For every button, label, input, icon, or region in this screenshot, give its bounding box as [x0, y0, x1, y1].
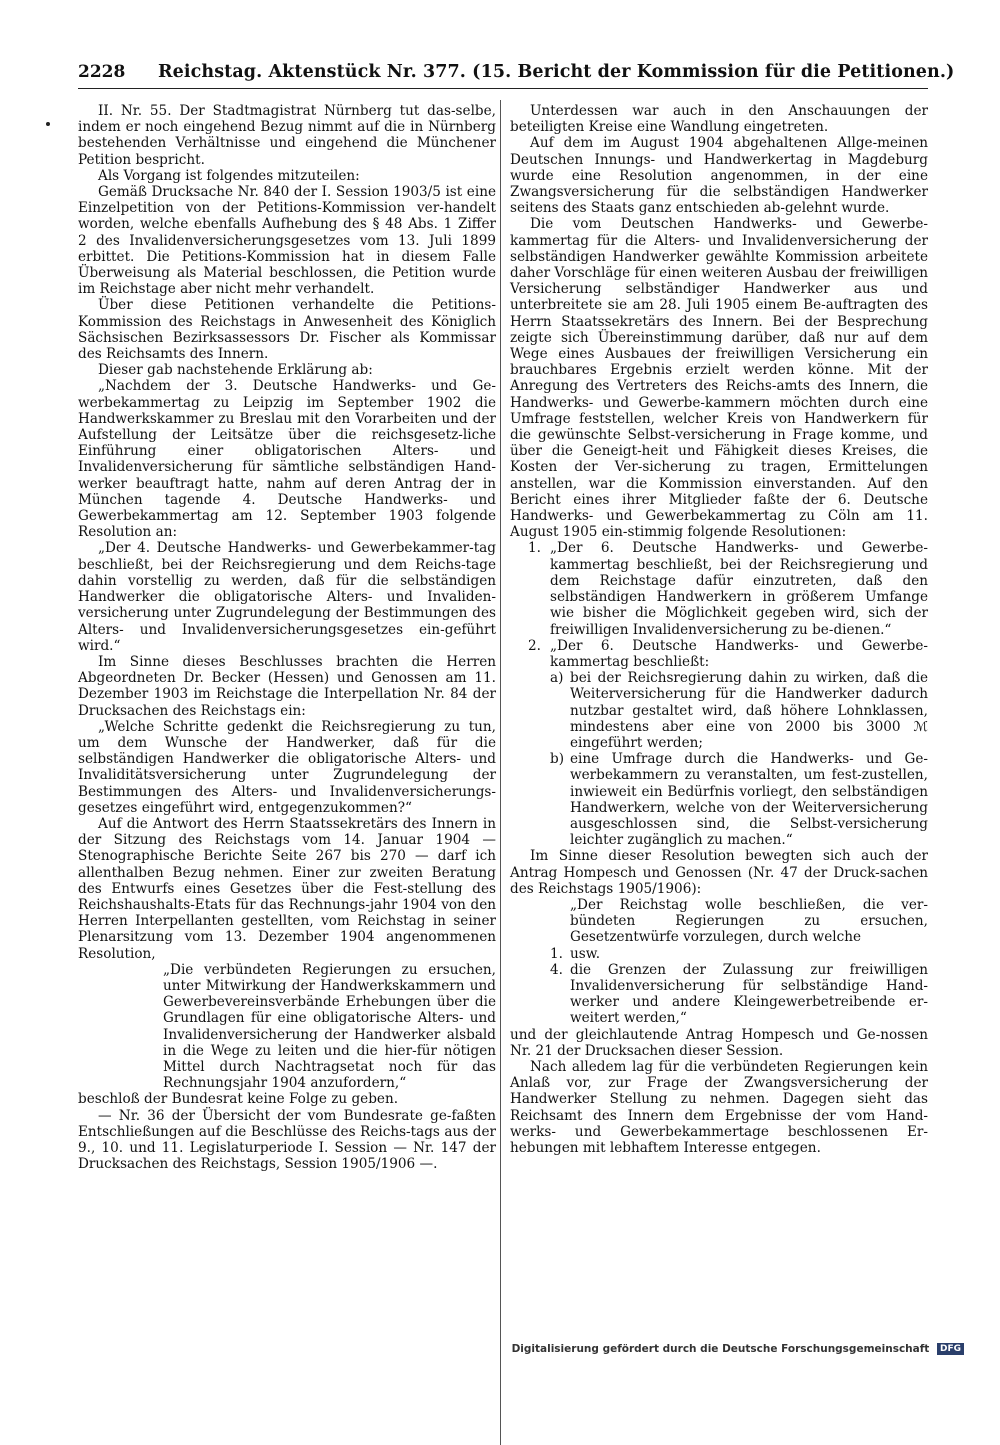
paragraph: Auf die Antwort des Herrn Staatssekretärs des Innern in der Sitzung des Reichstags vom 14. Januar 1904 — Stenographische Berichte Seite 267 bis 270 — darf ich allenthalben Bezug nehmen. Einer zur zweiten Beratung des Entwurfs eines Gesetzes über die Fest-stellung des Reichshaushalts-Etats für das Rechnungs-jahr 1904 von den Herren Interpellanten gestellten, vom Reichstag in seiner Plenarsitzung vom 13. Dezember 1904 angenommenen Resolution,	[78, 815, 496, 962]
list-number: 2.	[528, 637, 541, 654]
column-divider	[500, 100, 501, 1445]
left-column	[78, 103, 496, 1172]
paragraph: Im Sinne dieser Resolution bewegten sich auch der Antrag Hompesch und Genossen (Nr. 47 der Druck-sachen des Reichstags 1905/1906):	[510, 848, 928, 897]
quote-list-item	[510, 962, 928, 1027]
paragraph: — Nr. 36 der Übersicht der vom Bundesrate ge-faßten Entschließungen auf die Beschlüsse des Reichs-tags aus der 9., 10. und 11. Legislaturperiode I. Session — Nr. 147 der Drucksachen des Reichstags, Session 1905/1906 —.	[78, 1107, 496, 1173]
paragraph: Im Sinne dieses Beschlusses brachten die Herren Abgeordneten Dr. Becker (Hessen) und Genossen am 11. Dezember 1903 im Reichstage die Interpellation Nr. 84 der Drucksachen des Reichstags ein:	[78, 653, 496, 719]
paragraph: Auf dem im August 1904 abgehaltenen Allge-meinen Deutschen Innungs- und Handwerkertag in Magdeburg wurde eine Resolution angenommen, in der eine Zwangsversicherung für die selbständigen Handwerker seitens des Staats ganz entschieden ab-gelehnt wurde.	[510, 135, 928, 217]
paragraph: „Der 4. Deutsche Handwerks- und Gewerbekammer-tag beschließt, bei der Reichsregierung und dem Reichs-tage dahin vorstellig zu werden, daß für die selbständigen Handwerker die obligatorische Alters- und Invaliden-versicherung unter Zugrundelegung der Bestimmungen des Alters- und Invalidenversicherungsgesetzes ein-geführt wird.“	[78, 540, 496, 654]
list-item	[510, 638, 928, 670]
sub-list-letter: a)	[550, 670, 564, 687]
paragraph: Gemäß Drucksache Nr. 840 der I. Session 1903/5 ist eine Einzelpetition von der Petitions-Kommission ver-handelt worden, welche ebenfalls Aufhebung des § 48 Abs. 1 Ziffer 2 des Invalidenversicherungsgesetzes vom 13. Juli 1899 erbittet. Die Petitions-Kommission hat in diesem Falle Überweisung als Material beschlossen, die Petition wurde im Reichstage aber nicht mehr verhandelt.	[78, 184, 496, 298]
paragraph: und der gleichlautende Antrag Hompesch und Ge-nossen Nr. 21 der Drucksachen dieser Session.	[510, 1026, 928, 1059]
list-text: „Der 6. Deutsche Handwerks- und Gewerbe-kammertag beschließt, bei der Reichsregierung und dem Reichstage dafür einzutreten, daß den selbständigen Handwerkern in größerem Umfange wie bisher die Möglichkeit gegeben wird, sich der freiwilligen Invalidenversicherung zu be-dienen.“	[550, 540, 928, 638]
paragraph: beschloß der Bundesrat keine Folge zu geben.	[78, 1091, 399, 1108]
sub-list-item	[510, 670, 928, 751]
right-column	[510, 103, 928, 1156]
page-number: 2228	[78, 62, 126, 82]
margin-mark	[46, 122, 50, 126]
list-number: 1.	[528, 540, 541, 557]
quote-list-text: usw.	[570, 945, 601, 962]
paragraph: „Nachdem der 3. Deutsche Handwerks- und Ge-werbekammertag zu Leipzig im September 1902 die Handwerkskammer zu Breslau mit den Vorarbeiten und der Aufstellung der Leitsätze über die reichsgesetz-liche Einführung einer obligatorischen Alters- und Invalidenversicherung für sämtliche selbständigen Hand-werker beauftragt hatte, nahm auf deren Antrag der in München tagende 4. Deutsche Handwerks- und Gewerbekammertag am 12. September 1903 folgende Resolution an:	[78, 378, 496, 541]
header-rule	[78, 88, 928, 89]
list-item	[510, 540, 928, 637]
paragraph: „Welche Schritte gedenkt die Reichsregierung zu tun, um dem Wunsche der Handwerker, daß für die selbständigen Handwerker die obligatorische Alters- und Invaliditätsversicherung unter Zugrundelegung der Bestimmungen des Alters- und Invalidenversicherungs-gesetzes eingeführt wird, entgegenzukommen?“	[78, 718, 496, 816]
quote-list-number: 4.	[550, 961, 563, 978]
digitization-credit	[512, 1343, 964, 1355]
paragraph: Dieser gab nachstehende Erklärung ab:	[98, 362, 373, 379]
paragraph: Die vom Deutschen Handwerks- und Gewerbe-kammertag für die Alters- und Invalidenversicherung der selbständigen Handwerker gewählte Kommission arbeitete daher Vorschläge für einen weiteren Ausbau der freiwilligen Versicherung selbständiger Handwerker aus und unterbreitete sie am 28. Juli 1905 einem Be-auftragten des Herrn Staatssekretärs des Innern. Bei der Besprechung zeigte sich Übereinstimmung darüber, daß nur auf dem Wege eines Ausbaues der freiwilligen Versicherung ein brauchbares Ergebnis erzielt werden könne. Mit der Anregung des Vertreters des Reichs-amts des Innern, die Handwerks- und Gewerbe-kammern möchten durch eine Umfrage feststellen, welcher Kreis von Handwerkern für die gewünschte Selbst-versicherung in Frage komme, und über die Geneigt-heit und Fähigkeit dieses Kreises, die Kosten der Ver-sicherung zu tragen, Ermittelungen anstellen, war die Kommission einverstanden. Auf den Bericht eines ihrer Mitglieder faßte der 6. Deutsche Handwerks- und Gewerbekammertag zu Cöln am 11. August 1905 ein-stimmig folgende Resolutionen:	[510, 216, 929, 541]
sub-list-item	[510, 751, 928, 848]
sub-list-text: bei der Reichsregierung dahin zu wirken, daß die Weiterversicherung für die Handwerker dadurch nutzbar gestaltet wird, daß höhere Lohnklassen, mindestens aber eine von 2000 bis 3000 ℳ eingeführt werden;	[570, 670, 928, 751]
page-header	[78, 62, 955, 88]
block-quote: „Die verbündeten Regierungen zu ersuchen, unter Mitwirkung der Handwerkskammern und Gewerbevereinsverbände Erhebungen über die Grundlagen für eine obligatorische Alters- und Invalidenversicherung der Handwerker alsbald in die Wege zu leiten und die hier-für nötigen Mittel durch Nachtragsetat noch für das Rechnungsjahr 1904 anzufordern,“	[163, 961, 496, 1092]
credit-text: Digitalisierung gefördert durch die Deutsche Forschungsgemeinschaft	[511, 1343, 930, 1355]
running-title: Reichstag. Aktenstück Nr. 377. (15. Bericht der Kommission für die Petitionen.)	[158, 62, 955, 82]
sub-list-text: eine Umfrage durch die Handwerks- und Ge-werbekammern zu veranstalten, um fest-zustellen, inwieweit ein Bedürfnis vorliegt, den selbständigen Handwerkern, welche von der Weiterversicherung ausgeschlossen sind, die Selbst-versicherung leichter zugänglich zu machen.“	[570, 751, 928, 849]
dfg-logo: DFG	[937, 1343, 964, 1355]
quote-list-number: 1.	[550, 945, 563, 962]
paragraph: II. Nr. 55. Der Stadtmagistrat Nürnberg tut das-selbe, indem er noch eingehend Bezug nimmt auf die in Nürnberg bestehenden Verhältnisse und eingehend die Münchener Petition bespricht.	[78, 103, 496, 168]
paragraph: Nach alledem lag für die verbündeten Regierungen kein Anlaß vor, zur Frage der Zwangsversicherung der Handwerker Stellung zu nehmen. Dagegen sieht das Reichsamt des Innern dem Ergebnisse der vom Hand-werks- und Gewerbekammertage beschlossenen Er-hebungen mit lebhaftem Interesse entgegen.	[510, 1058, 928, 1156]
paragraph: Als Vorgang ist folgendes mitzuteilen:	[98, 167, 360, 184]
quote-list-item	[510, 946, 928, 962]
paragraph: Über diese Petitionen verhandelte die Petitions-Kommission des Reichstags in Anwesenheit des Königlich Sächsischen Bezirksassessors Dr. Fischer als Kommissar des Reichsamts des Innern.	[78, 297, 496, 363]
paragraph: Unterdessen war auch in den Anschauungen der beteiligten Kreise eine Wandlung eingetreten.	[510, 103, 928, 136]
quote-list-text: die Grenzen der Zulassung zur freiwilligen Invalidenversicherung für selbständige Hand-werker und andere Kleingewerbetreibende er-weitert werden,“	[570, 961, 928, 1027]
list-text: „Der 6. Deutsche Handwerks- und Gewerbe-kammertag beschließt:	[550, 637, 928, 670]
block-quote: „Der Reichstag wolle beschließen, die ver-bündeten Regierungen zu ersuchen, Gesetzentwürfe vorzulegen, durch welche	[570, 896, 928, 946]
sub-list-letter: b)	[550, 751, 565, 768]
